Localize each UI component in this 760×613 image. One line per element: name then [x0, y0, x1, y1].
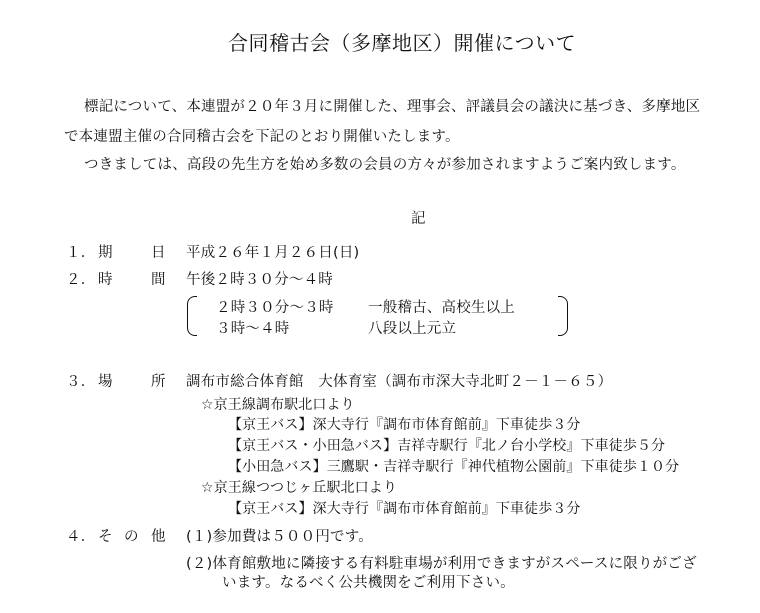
schedule-bracket-right	[558, 296, 568, 336]
ki-marker: 記	[411, 211, 426, 227]
document-title: 合同稽古会（多摩地区）開催について	[228, 31, 577, 55]
note-1: (１)参加費は５００円です。	[186, 529, 373, 545]
item-2-value: 午後２時３０分～４時	[186, 272, 333, 288]
item-3-number: ３．	[66, 374, 96, 390]
intro-paragraph-line-2: で本連盟主催の合同稽古会を下記のとおり開催いたします。	[64, 129, 460, 145]
note-2-line-1: (２)体育館敷地に隣接する有料駐車場が利用できますがスペースに限りがござ	[186, 556, 697, 572]
item-1-label-part-2: 日	[151, 245, 166, 261]
item-2-label-part-1: 時	[98, 272, 113, 288]
access-heading-chofu: ☆京王線調布駅北口より	[201, 397, 355, 413]
schedule-row-2-time: ３時～４時	[216, 321, 290, 337]
item-3-label-part-1: 場	[98, 374, 113, 390]
item-4-number: ４．	[66, 529, 96, 545]
item-3-value: 調布市総合体育館 大体育室（調布市深大寺北町２－１－６５）	[186, 374, 613, 390]
item-4-label-part-2: の	[124, 529, 139, 545]
note-2-line-2: います。なるべく公共機関をご利用下さい。	[222, 575, 515, 591]
access-heading-tsutsujigaoka: ☆京王線つつじヶ丘駅北口より	[201, 480, 397, 496]
intro-paragraph-line-1: 標記について、本連盟が２０年３月に開催した、理事会、評議員会の議決に基づき、多摩地区	[84, 99, 701, 115]
schedule-row-1-description: 一般稽古、高校生以上	[368, 300, 515, 316]
item-4-label-part-3: 他	[151, 529, 166, 545]
item-1-number: １．	[66, 245, 96, 261]
item-1-value: 平成２６年１月２６日(日)	[186, 245, 360, 261]
access-route-3: 【小田急バス】三鷹駅・吉祥寺駅行『神代植物公園前』下車徒歩１０分	[228, 459, 680, 475]
access-route-2: 【京王バス・小田急バス】吉祥寺駅行『北ノ台小学校』下車徒歩５分	[228, 438, 666, 454]
item-3-label-part-2: 所	[151, 374, 166, 390]
item-1-label-part-1: 期	[98, 245, 113, 261]
intro-paragraph-line-3: つきましては、高段の先生方を始め多数の会員の方々が参加されますようご案内致します。	[84, 157, 686, 173]
item-4-label-part-1: そ	[98, 529, 113, 545]
item-2-label-part-2: 間	[151, 272, 166, 288]
schedule-row-2-description: 八段以上元立	[368, 321, 457, 337]
access-route-1: 【京王バス】深大寺行『調布市体育館前』下車徒歩３分	[228, 417, 581, 433]
item-2-number: ２．	[66, 272, 96, 288]
schedule-row-1-time: ２時３０分～３時	[216, 300, 334, 316]
access-route-4: 【京王バス】深大寺行『調布市体育館前』下車徒歩３分	[228, 501, 581, 517]
schedule-bracket-left	[187, 296, 197, 336]
